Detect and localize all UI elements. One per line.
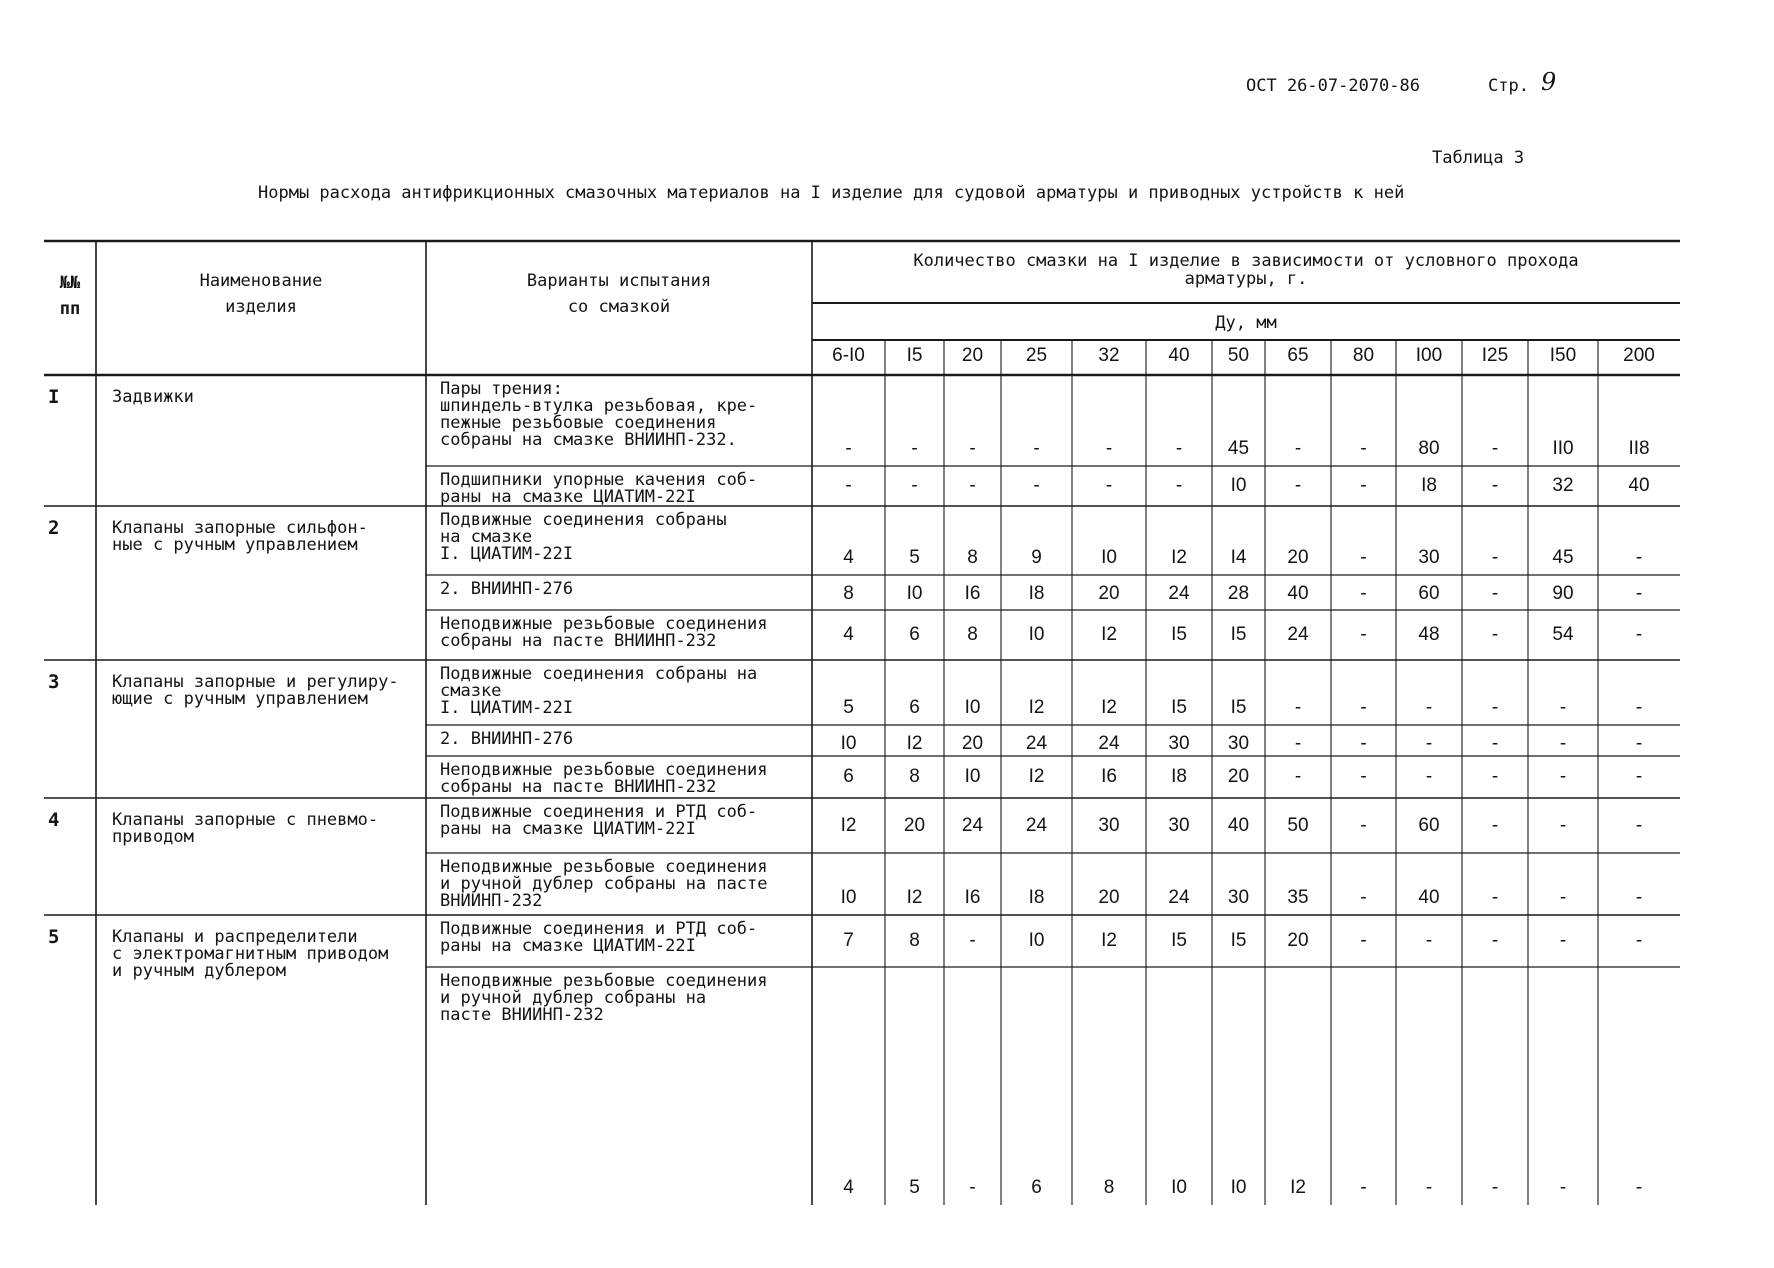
quantity-value: 4	[843, 624, 854, 645]
variant-text: Пары трения: шпиндель-втулка резьбовая, кре- пежные резьбовые соединения собраны на смазке ВНИИНП-232.	[440, 379, 758, 450]
quantity-value: 20	[1098, 887, 1120, 908]
quantity-value: -	[1559, 1177, 1567, 1198]
quantity-value: -	[1491, 438, 1499, 459]
quantity-value: -	[1559, 697, 1567, 718]
quantity-value: -	[1360, 697, 1367, 718]
variant-text: Неподвижные резьбовые соединения собраны на пасте ВНИИНП-232	[440, 614, 768, 651]
quantity-value: I0	[1171, 1177, 1187, 1198]
quantity-value: I8	[1171, 766, 1187, 787]
quantity-value: -	[1635, 814, 1643, 836]
quantity-value: I5	[1171, 624, 1187, 645]
quantity-value: II0	[1552, 438, 1574, 459]
quantity-value: -	[1360, 475, 1367, 496]
quantity-value: 20	[1287, 547, 1309, 568]
quantity-value: 30	[1168, 814, 1190, 836]
variant-text: Подвижные соединения собраны на смазке I. ЦИАТИМ-22I	[440, 510, 727, 564]
du-value: I25	[1481, 345, 1509, 366]
quantity-value: 24	[1287, 624, 1309, 645]
quantity-value: I2	[1101, 624, 1117, 645]
quantity-value: 30	[1227, 887, 1250, 908]
table-label: Таблица 3	[1432, 148, 1525, 168]
header-name: Наименование изделия	[199, 271, 323, 317]
quantity-value: I0	[1230, 475, 1247, 496]
quantity-value: I2	[1028, 766, 1045, 787]
quantity-value: 8	[843, 583, 854, 604]
quantity-value: -	[1360, 1177, 1367, 1198]
page-number: 9	[1541, 68, 1557, 96]
variant-text: Подвижные соединения собраны на смазке I. ЦИАТИМ-22I	[440, 664, 758, 718]
quantity-value: 30	[1168, 733, 1190, 754]
quantity-value: -	[969, 930, 976, 951]
quantity-value: 45	[1227, 438, 1250, 459]
quantity-value: I2	[1101, 930, 1117, 951]
quantity-value: -	[1559, 930, 1567, 951]
quantity-value: -	[1425, 733, 1433, 754]
quantity-value: -	[969, 475, 976, 496]
quantity-value: I5	[1171, 930, 1187, 951]
variant-text: Подшипники упорные качения соб- раны на смазке ЦИАТИМ-22I	[440, 470, 758, 507]
quantity-value: -	[911, 475, 918, 496]
quantity-value: -	[1360, 547, 1367, 568]
quantity-value: 8	[967, 624, 978, 645]
quantity-value: -	[1491, 1177, 1499, 1198]
quantity-value: 40	[1287, 583, 1309, 604]
quantity-value: -	[1294, 733, 1302, 754]
group-name: Задвижки	[112, 387, 194, 407]
variant-text: Неподвижные резьбовые соединения и ручной дублер собраны на пасте ВНИИНП-232	[440, 971, 768, 1025]
quantity-value: I0	[840, 887, 857, 908]
document-code: ОСТ 26-07-2070-86	[1246, 76, 1420, 96]
quantity-value: II8	[1628, 438, 1650, 459]
quantity-value: 24	[1168, 887, 1190, 908]
quantity-value: 24	[1025, 814, 1048, 836]
quantity-value: I2	[1101, 697, 1117, 718]
quantity-value: 24	[1168, 583, 1190, 604]
variant-text: 2. ВНИИНП-276	[440, 729, 574, 749]
quantity-value: I0	[1230, 1177, 1247, 1198]
quantity-value: 20	[903, 814, 926, 836]
quantity-value: 6	[843, 766, 854, 787]
du-value: I50	[1549, 345, 1577, 366]
quantity-value: 20	[961, 733, 984, 754]
quantity-value: -	[1425, 1177, 1433, 1198]
quantity-value: 30	[1098, 814, 1120, 836]
quantity-value: -	[1491, 766, 1499, 787]
quantity-value: -	[1635, 547, 1643, 568]
header-du: Ду, мм	[1215, 313, 1277, 333]
group-name: Клапаны запорные и регулиру- ющие с ручным управлением	[112, 672, 399, 709]
quantity-value: 40	[1227, 814, 1250, 836]
quantity-value: -	[1425, 766, 1433, 787]
quantity-value: I2	[906, 887, 923, 908]
quantity-value: 60	[1418, 583, 1440, 604]
quantity-value: 5	[909, 547, 920, 568]
quantity-value: I5	[1230, 930, 1247, 951]
quantity-value: 35	[1287, 887, 1309, 908]
table-title: Нормы расхода антифрикционных смазочных материалов на I изделие для судовой арматуры и приводных устройств к ней	[258, 183, 1405, 203]
quantity-value: 20	[1287, 930, 1309, 951]
quantity-value: -	[1033, 438, 1040, 459]
quantity-value: -	[1294, 438, 1302, 459]
quantity-value: 6	[1031, 1177, 1042, 1198]
quantity-value: -	[1635, 887, 1643, 908]
quantity-value: -	[1491, 697, 1499, 718]
quantity-value: 24	[1098, 733, 1120, 754]
quantity-value: 28	[1227, 583, 1250, 604]
quantity-value: -	[1360, 766, 1367, 787]
group-number: 5	[48, 926, 60, 948]
quantity-value: 24	[961, 814, 984, 836]
quantity-value: I2	[1290, 1177, 1306, 1198]
quantity-value: 20	[1098, 583, 1120, 604]
du-value: I00	[1415, 345, 1443, 366]
quantity-value: -	[1559, 733, 1567, 754]
quantity-value: -	[1175, 438, 1183, 459]
quantity-value: -	[1360, 733, 1367, 754]
variant-text: Неподвижные резьбовые соединения и ручной дублер собраны на пасте ВНИИНП-232	[440, 857, 768, 911]
group-name: Клапаны и распределители с электромагнитным приводом и ручным дублером	[112, 927, 389, 981]
quantity-value: 8	[967, 547, 978, 568]
group-number: 4	[48, 809, 60, 831]
variant-text: Подвижные соединения и РТД соб- раны на смазке ЦИАТИМ-22I	[440, 919, 758, 956]
quantity-value: -	[1425, 930, 1433, 951]
quantity-value: I0	[840, 733, 857, 754]
quantity-value: -	[1175, 475, 1183, 496]
quantity-value: I2	[1171, 547, 1187, 568]
group-name: Клапаны запорные сильфон- ные с ручным управлением	[112, 518, 368, 555]
quantity-value: -	[1105, 475, 1113, 496]
quantity-value: -	[1294, 766, 1302, 787]
quantity-value: -	[969, 438, 976, 459]
quantity-value: -	[1635, 766, 1643, 787]
quantity-value: I0	[964, 766, 981, 787]
quantity-value: -	[1294, 697, 1302, 718]
quantity-value: 90	[1552, 583, 1574, 604]
quantity-value: -	[1294, 475, 1302, 496]
du-value: 25	[1025, 345, 1048, 366]
quantity-value: I0	[1028, 930, 1045, 951]
quantity-value: -	[1491, 475, 1499, 496]
quantity-value: -	[1491, 583, 1499, 604]
quantity-value: -	[1635, 697, 1643, 718]
quantity-value: I0	[964, 697, 981, 718]
quantity-value: I5	[1171, 697, 1187, 718]
quantity-value: 30	[1418, 547, 1440, 568]
quantity-value: -	[1635, 583, 1643, 604]
quantity-value: I8	[1028, 887, 1045, 908]
quantity-value: 6	[909, 697, 920, 718]
quantity-value: 4	[843, 547, 854, 568]
quantity-value: I0	[906, 583, 923, 604]
quantity-value: 30	[1227, 733, 1250, 754]
du-value: 32	[1098, 345, 1120, 366]
quantity-value: -	[1360, 624, 1367, 645]
quantity-value: I5	[1230, 697, 1247, 718]
quantity-value: I6	[964, 583, 981, 604]
quantity-value: -	[1360, 438, 1367, 459]
quantity-value: I8	[1028, 583, 1045, 604]
quantity-value: -	[1360, 814, 1367, 836]
quantity-value: 5	[843, 697, 854, 718]
du-value: I5	[906, 345, 923, 366]
page-label: Стр.	[1488, 76, 1529, 96]
du-value: 80	[1352, 345, 1375, 366]
quantity-value: -	[1559, 814, 1567, 836]
quantity-value: 60	[1418, 814, 1440, 836]
quantity-value: I4	[1230, 547, 1247, 568]
quantity-value: I5	[1230, 624, 1247, 645]
quantity-value: 8	[909, 930, 920, 951]
quantity-value: -	[1033, 475, 1040, 496]
quantity-value: -	[1635, 930, 1643, 951]
quantity-value: I6	[1101, 766, 1117, 787]
quantity-value: -	[1491, 814, 1499, 836]
quantity-value: 45	[1552, 547, 1574, 568]
quantity-value: 40	[1628, 475, 1650, 496]
du-value: 6-I0	[832, 345, 865, 366]
quantity-value: -	[1425, 697, 1433, 718]
quantity-value: -	[1491, 547, 1499, 568]
group-number: 3	[48, 671, 60, 693]
quantity-value: -	[1360, 583, 1367, 604]
variant-text: Неподвижные резьбовые соединения собраны на пасте ВНИИНП-232	[440, 760, 768, 797]
quantity-value: -	[1635, 624, 1643, 645]
quantity-value: -	[1559, 887, 1567, 908]
group-number: I	[48, 386, 60, 408]
quantity-value: 7	[843, 930, 854, 951]
header-variant: Варианты испытания со смазкой	[526, 271, 712, 317]
quantity-value: 24	[1025, 733, 1048, 754]
quantity-value: 40	[1418, 887, 1440, 908]
quantity-value: 8	[1103, 1177, 1115, 1198]
header-quantity: Количество смазки на I изделие в зависимости от условного прохода арматуры, г.	[913, 251, 1579, 289]
quantity-value: -	[1360, 930, 1367, 951]
quantity-value: -	[911, 438, 918, 459]
du-value: 20	[961, 345, 984, 366]
quantity-value: -	[1491, 733, 1499, 754]
du-value: 65	[1287, 345, 1309, 366]
quantity-value: -	[1559, 766, 1567, 787]
quantity-value: -	[969, 1177, 976, 1198]
quantity-value: 54	[1552, 624, 1574, 645]
du-value: 50	[1227, 345, 1250, 366]
quantity-value: I8	[1421, 475, 1437, 496]
quantity-value: -	[1491, 887, 1499, 908]
quantity-value: -	[1491, 624, 1499, 645]
quantity-value: I6	[964, 887, 981, 908]
quantity-value: 6	[909, 624, 920, 645]
group-name: Клапаны запорные с пневмо- приводом	[112, 810, 379, 847]
quantity-value: -	[1635, 733, 1643, 754]
quantity-value: 20	[1227, 766, 1250, 787]
group-number: 2	[48, 517, 60, 539]
quantity-value: I2	[906, 733, 923, 754]
quantity-value: -	[1635, 1177, 1643, 1198]
quantity-value: I0	[1028, 624, 1045, 645]
quantity-value: 50	[1287, 814, 1309, 836]
du-value: 200	[1623, 345, 1655, 366]
quantity-value: I2	[1028, 697, 1045, 718]
du-value: 40	[1168, 345, 1190, 366]
quantity-value: 4	[843, 1177, 854, 1198]
quantity-value: 5	[909, 1177, 920, 1198]
quantity-value: 32	[1552, 475, 1574, 496]
quantity-value: 80	[1418, 438, 1440, 459]
variant-text: 2. ВНИИНП-276	[440, 579, 574, 599]
quantity-value: -	[1360, 887, 1367, 908]
quantity-value: 9	[1031, 547, 1042, 568]
quantity-value: I2	[840, 814, 857, 836]
quantity-value: -	[1105, 438, 1113, 459]
quantity-value: 48	[1418, 624, 1440, 645]
header-num: №№ пп	[59, 273, 81, 319]
quantity-value: -	[845, 475, 852, 496]
quantity-value: I0	[1101, 547, 1117, 568]
variant-text: Подвижные соединения и РТД соб- раны на смазке ЦИАТИМ-22I	[440, 802, 758, 839]
quantity-value: -	[1491, 930, 1499, 951]
quantity-value: -	[845, 438, 852, 459]
quantity-value: 8	[909, 766, 920, 787]
